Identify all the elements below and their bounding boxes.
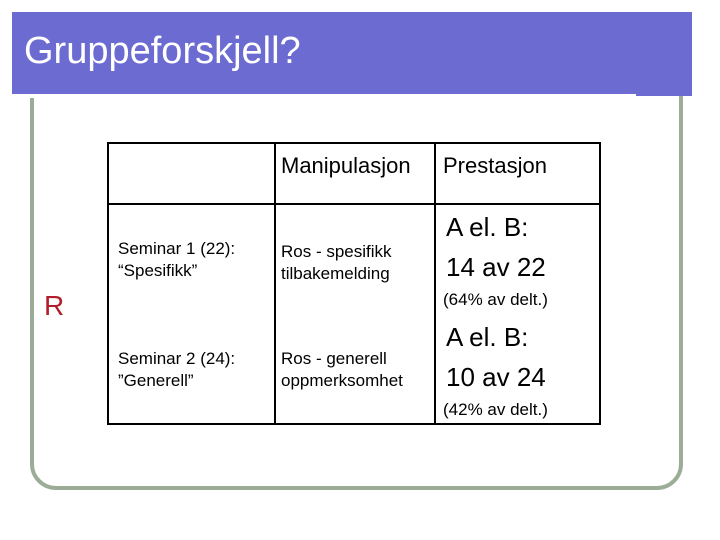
row1-perf-line1: A el. B:	[446, 212, 529, 242]
row2-perf-note: (42% av delt.)	[443, 400, 548, 419]
row1-manip-line1: Ros - spesifikk	[281, 242, 392, 261]
row2-perf-line2: 10 av 24	[446, 362, 546, 392]
row1-group-line2: “Spesifikk”	[118, 261, 198, 280]
row2-manip-line1: Ros - generell	[281, 349, 387, 368]
row2-perf-line1: A el. B:	[446, 322, 529, 352]
row2-group-line1: Seminar 2 (24):	[118, 349, 236, 368]
header-performance: Prestasjon	[443, 153, 547, 178]
row1-group	[118, 238, 235, 282]
row1-group-line1: Seminar 1 (22):	[118, 239, 236, 258]
row1-manip-line2: tilbakemelding	[281, 264, 390, 283]
row1-perf-note: (64% av delt.)	[443, 290, 548, 309]
table-divider-2	[434, 144, 436, 423]
title-underline	[12, 94, 636, 98]
row2-group-line2: ”Generell”	[118, 371, 194, 390]
side-label: R	[44, 290, 65, 321]
row1-manipulation	[281, 241, 392, 285]
header-manipulation: Manipulasjon	[281, 153, 411, 178]
slide-title: Gruppeforskjell?	[24, 30, 301, 72]
header-divider	[109, 203, 599, 205]
results-table	[107, 142, 601, 425]
row2-group	[118, 348, 235, 392]
row1-perf-line2: 14 av 22	[446, 252, 546, 282]
row2-manip-line2: oppmerksomhet	[281, 371, 403, 390]
table-divider-1	[274, 144, 276, 423]
row2-manipulation	[281, 348, 403, 392]
